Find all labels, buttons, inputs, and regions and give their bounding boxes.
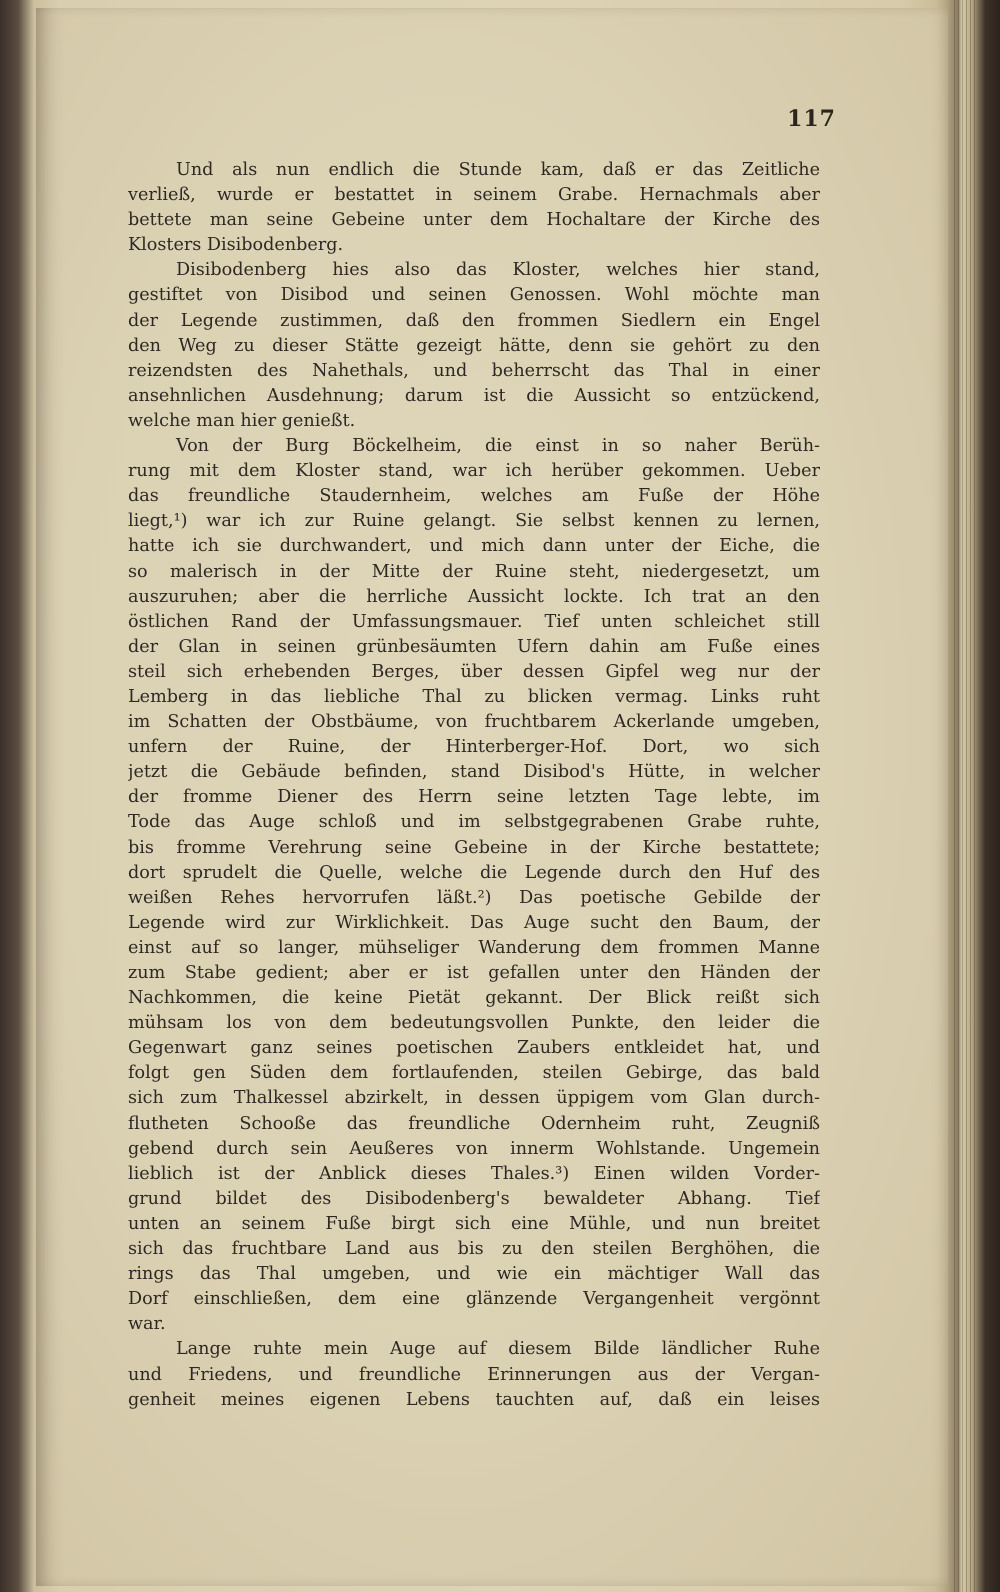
text-line: der Glan in seinen grünbesäumten Ufern dahin am Fuße eines	[128, 636, 820, 657]
text-line: welche man hier genießt.	[128, 410, 356, 431]
text-line: war.	[128, 1314, 166, 1335]
text-line: bis fromme Verehrung seine Gebeine in der Kirche bestattete;	[128, 837, 820, 858]
body-text	[128, 158, 820, 1413]
text-line: folgt gen Süden dem fortlaufenden, steilen Gebirge, das bald	[128, 1063, 820, 1084]
text-line: grund bildet des Disibodenberg's bewaldeter Abhang. Tief	[128, 1188, 820, 1209]
text-line: Und als nun endlich die Stunde kam, daß er das Zeitliche	[176, 160, 820, 180]
text-line: einst auf so langer, mühseliger Wanderung dem frommen Manne	[128, 937, 820, 958]
text-line: Lange ruhte mein Auge auf diesem Bilde ländlicher Ruhe	[176, 1339, 820, 1360]
text-line: lieblich ist der Anblick dieses Thales.³) Einen wilden Vorder-	[128, 1163, 820, 1184]
text-line: bettete man seine Gebeine unter dem Hochaltare der Kirche des	[128, 210, 820, 231]
text-line: hatte ich sie durchwandert, und mich dann unter der Eiche, die	[128, 536, 820, 557]
text-line: Lemberg in das liebliche Thal zu blicken vermag. Links ruht	[128, 686, 820, 707]
text-line: Disibodenberg hies also das Kloster, welches hier stand,	[176, 260, 820, 281]
text-line: auszuruhen; aber die herrliche Aussicht lockte. Ich trat an den	[128, 586, 820, 607]
text-line: der Legende zustimmen, daß den frommen Siedlern ein Engel	[128, 310, 820, 331]
text-line: Nachkommen, die keine Pietät gekannt. Der Blick reißt sich	[128, 988, 820, 1009]
text-line: Klosters Disibodenberg.	[128, 235, 344, 256]
text-line: gestiftet von Disibod und seinen Genossen. Wohl möchte man	[128, 285, 820, 306]
text-line: steil sich erhebenden Berges, über dessen Gipfel weg nur der	[128, 661, 820, 682]
text-line: sich das fruchtbare Land aus bis zu den steilen Berghöhen, die	[128, 1239, 820, 1260]
text-line: dort sprudelt die Quelle, welche die Legende durch den Huf des	[128, 862, 820, 883]
text-line: rings das Thal umgeben, und wie ein mächtiger Wall das	[128, 1264, 820, 1285]
text-line: gebend durch sein Aeußeres von innerm Wohlstande. Ungemein	[128, 1138, 820, 1159]
text-line: unten an seinem Fuße birgt sich eine Mühle, und nun breitet	[128, 1213, 820, 1234]
text-line: ansehnlichen Ausdehnung; darum ist die Aussicht so entzückend,	[128, 385, 820, 406]
text-line: jetzt die Gebäude befinden, stand Disibod's Hütte, in welcher	[128, 762, 820, 783]
page-number: 117	[787, 106, 836, 132]
text-line: rung mit dem Kloster stand, war ich herüber gekommen. Ueber	[128, 461, 820, 482]
page-edge-stack	[954, 0, 976, 1592]
text-line: Tode das Auge schloß und im selbstgegrabenen Grabe ruhte,	[128, 812, 820, 833]
text-line: im Schatten der Obstbäume, von fruchtbarem Ackerlande umgeben,	[128, 712, 820, 733]
text-line: den Weg zu dieser Stätte gezeigt hätte, denn sie gehört zu den	[128, 335, 820, 356]
text-line: verließ, wurde er bestattet in seinem Grabe. Hernachmals aber	[128, 185, 820, 206]
text-line: Legende wird zur Wirklichkeit. Das Auge sucht den Baum, der	[128, 912, 820, 933]
text-line: und Friedens, und freundliche Erinnerungen aus der Vergan-	[128, 1364, 820, 1385]
text-line: liegt,¹) war ich zur Ruine gelangt. Sie selbst kennen zu lernen,	[128, 511, 820, 532]
text-line: flutheten Schooße das freundliche Odernheim ruht, Zeugniß	[128, 1113, 820, 1134]
text-line: östlichen Rand der Umfassungsmauer. Tief unten schleichet still	[128, 611, 820, 632]
text-line: Von der Burg Böckelheim, die einst in so naher Berüh-	[176, 436, 820, 457]
text-line: Gegenwart ganz seines poetischen Zaubers entkleidet hat, und	[128, 1038, 820, 1059]
text-line: genheit meines eigenen Lebens tauchten auf, daß ein leises	[128, 1389, 820, 1410]
text-line: sich zum Thalkessel abzirkelt, in dessen üppigem vom Glan durch-	[128, 1088, 820, 1109]
text-line: reizendsten des Nahethals, und beherrscht das Thal in einer	[128, 360, 820, 381]
text-line: Dorf einschließen, dem eine glänzende Vergangenheit vergönnt	[128, 1289, 820, 1310]
text-line: zum Stabe gedient; aber er ist gefallen unter den Händen der	[128, 963, 820, 983]
text-line: weißen Rehes hervorrufen läßt.²) Das poetische Gebilde der	[128, 887, 820, 908]
text-line: der fromme Diener des Herrn seine letzten Tage lebte, im	[128, 787, 820, 808]
text-line: so malerisch in der Mitte der Ruine steht, niedergesetzt, um	[128, 561, 820, 582]
text-line: das freundliche Staudernheim, welches am Fuße der Höhe	[128, 486, 820, 507]
text-line: mühsam los von dem bedeutungsvollen Punkte, den leider die	[128, 1013, 820, 1034]
text-line: unfern der Ruine, der Hinterberger-Hof. Dort, wo sich	[128, 737, 820, 758]
